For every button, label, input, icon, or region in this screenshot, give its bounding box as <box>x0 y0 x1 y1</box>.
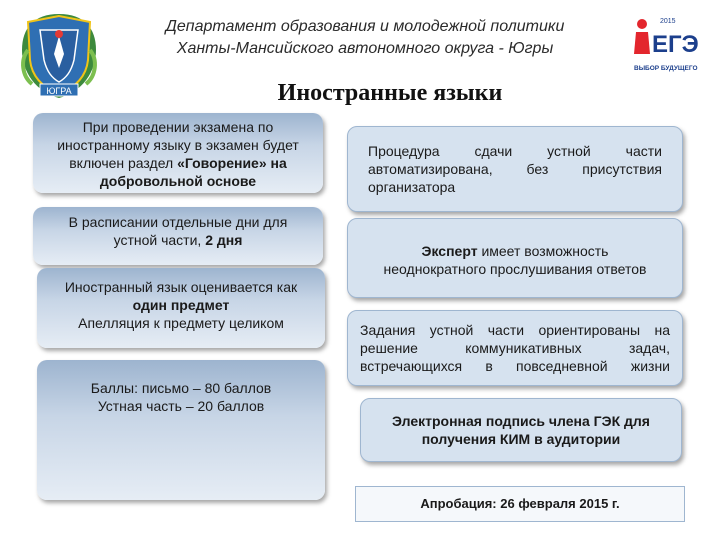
department-line-2: Ханты-Мансийского автономного округа - Югры <box>176 40 554 57</box>
ege-year: 2015 <box>660 18 676 25</box>
ege-logo <box>630 14 702 80</box>
text-line: Апелляция к предмету целиком <box>78 315 284 331</box>
info-box-assessment <box>37 268 325 348</box>
text-line: Иностранный язык оценивается как <box>64 279 298 295</box>
page-title: Иностранные языки <box>277 80 503 106</box>
text-line: В расписании отдельные дни для <box>68 214 288 230</box>
text-line: автоматизирована, без присутствия <box>368 161 662 177</box>
emblem-text: ЮГРА <box>46 86 72 96</box>
approbation-date: Апробация: 26 февраля 2015 г. <box>355 486 685 522</box>
department-title <box>130 16 600 60</box>
text-line: неоднократного прослушивания ответов <box>383 261 647 277</box>
info-box-signature <box>360 398 682 462</box>
text-line: Устная часть – 20 баллов <box>97 398 265 414</box>
info-box-expert <box>347 218 683 298</box>
department-line-1: Департамент образования и молодежной политики <box>165 18 565 35</box>
text-line-bold: добровольной основе <box>99 173 257 189</box>
info-box-points <box>37 360 325 500</box>
text-line: При проведении экзамена по <box>82 119 274 135</box>
text-line: Баллы: письмо – 80 баллов <box>90 380 272 396</box>
text-line: Задания устной части ориентированы на <box>360 322 670 338</box>
text-line: включен раздел <box>69 155 178 171</box>
text-line-bold: Электронная подпись члена ГЭК для <box>392 413 650 429</box>
info-box-tasks <box>347 310 683 386</box>
text-line-bold: 2 дня <box>205 232 243 248</box>
coat-of-arms-emblem <box>14 10 104 102</box>
text-line: Процедура сдачи устной части <box>368 143 662 159</box>
text-line: решение коммуникативных задач, <box>360 340 670 356</box>
text-line: иностранному языку в экзамен будет <box>57 137 299 153</box>
text-line-bold: один предмет <box>132 297 230 313</box>
info-box-exam-speaking <box>33 113 323 193</box>
ege-name: ЕГЭ <box>652 31 699 58</box>
text-line: организатора <box>368 179 456 195</box>
text-line: устной части, <box>113 232 206 248</box>
text-line-bold: получения КИМ в аудитории <box>421 431 621 447</box>
text-line-bold: «Говорение» на <box>177 155 287 171</box>
info-box-schedule <box>33 207 323 265</box>
text-line: имеет возможность <box>477 243 609 259</box>
info-box-procedure <box>347 126 683 212</box>
text-line-bold: Эксперт <box>421 243 478 259</box>
ege-slogan: ВЫБОР БУДУЩЕГО <box>634 65 698 72</box>
text-line: встречающихся в повседневной жизни <box>360 358 670 374</box>
